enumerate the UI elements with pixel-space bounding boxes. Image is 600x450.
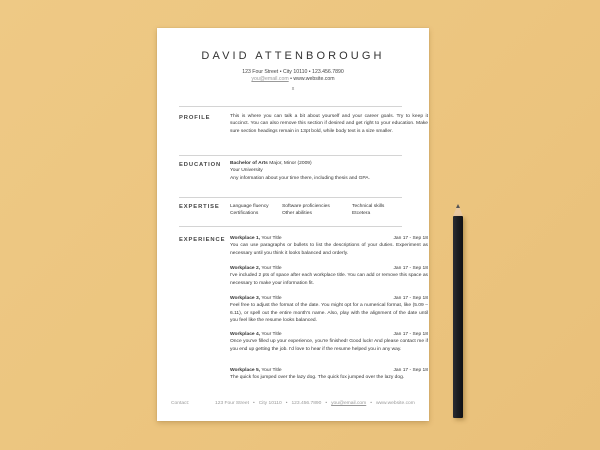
footer-contact-items [215, 401, 415, 406]
job-title: Your Title [260, 368, 282, 373]
job-entry [230, 331, 428, 353]
job-dates: Jan 17 - Sep 18 [393, 332, 428, 337]
profile-text: This is where you can talk a bit about yourself and your career goals. Try to keep it succinct. You can also remove this section if desired and get right to your education. Make sure section headings remain in 13pt bold, while body text is a size smaller. [230, 114, 428, 134]
section-title-expertise: EXPERTISE [179, 204, 220, 210]
job-entry [230, 235, 428, 257]
job-description: You can use paragraphs or bullets to list the descriptions of your duties. Experiment as necessary until you think it looks balanced and orderly. [230, 243, 428, 256]
pencil [453, 216, 463, 418]
job-title: Your Title [260, 332, 282, 337]
education-university: Your University [230, 168, 263, 174]
contact-address-line: 123 Four Street • City 10110 • 123.456.7890 [242, 69, 344, 75]
job-header [230, 235, 428, 242]
resume-footer [171, 401, 415, 406]
expertise-column [230, 203, 269, 217]
job-workplace: Workplace 2, [230, 266, 261, 271]
job-title: Your Title [260, 266, 282, 271]
divider [179, 106, 402, 107]
divider [179, 155, 402, 156]
footer-city: City 10110 [258, 401, 282, 406]
job-dates: Jan 17 - Sep 18 [393, 296, 428, 301]
job-title: Your Title [260, 296, 282, 301]
job-description: The quick fox jumped over the lazy dog. The quick fox jumped over the lazy dog. [230, 375, 405, 381]
education-info: Any information about your time there, including thesis and GPA. [230, 175, 370, 181]
job-workplace: Workplace 3, [230, 296, 261, 301]
job-header [230, 331, 428, 338]
pencil-lead [456, 204, 460, 208]
expertise-item: Etcetera [352, 211, 371, 216]
job-dates: Jan 17 - Sep 18 [393, 368, 428, 373]
education-degree: Bachelor of Arts [230, 161, 268, 166]
job-workplace: Workplace 1, [230, 236, 261, 241]
footer-bullet: • [252, 401, 255, 406]
education-block [230, 160, 428, 182]
footer-street: 123 Four Street [215, 401, 249, 406]
footer-bullet: • [285, 401, 288, 406]
education-major: Major, Minor (2009) [267, 161, 312, 166]
expertise-item: Software proficiencies [282, 204, 330, 209]
section-title-experience: EXPERIENCE [179, 237, 226, 243]
resume-page [157, 28, 429, 421]
footer-email-link[interactable]: you@email.com [331, 401, 367, 406]
expertise-item: Technical skills [352, 204, 385, 209]
contact-email-link[interactable]: you@email.com [251, 76, 289, 82]
job-title: Your Title [260, 236, 282, 241]
job-workplace: Workplace 5, [230, 368, 261, 373]
contact-website: • www.website.com [288, 76, 335, 82]
job-entry [230, 295, 428, 325]
expertise-column [282, 203, 330, 217]
expertise-item: Other abilities [282, 211, 312, 216]
job-header [230, 265, 428, 272]
section-title-profile: PROFILE [179, 115, 211, 121]
job-description: I've included 2 pts of space after each workplace title. You can add or remove this space as necessary to make your information fit. [230, 273, 428, 286]
section-title-education: EDUCATION [179, 162, 222, 168]
job-dates: Jan 17 - Sep 18 [393, 236, 428, 241]
job-entry [230, 265, 428, 287]
expertise-item: Certifications [230, 211, 259, 216]
divider [179, 197, 402, 198]
divider [179, 226, 402, 227]
job-header [230, 295, 428, 302]
expertise-item: Language fluency [230, 204, 269, 209]
footer-bullet: • [325, 401, 328, 406]
job-dates: Jan 17 - Sep 18 [393, 266, 428, 271]
header-separator: x [291, 86, 295, 92]
job-entry [230, 367, 428, 382]
contact-email-line [157, 76, 429, 82]
job-description: Feel free to adjust the format of the date. You might opt for a numerical format, like (5.09 – 6.11), or spell out the entire month's name. Also, play with the alignment of the date until you feel like the resume looks balanced. [230, 303, 428, 324]
expertise-column [352, 203, 384, 217]
footer-phone: 123.456.7890 [291, 401, 322, 406]
education-degree-line [230, 160, 428, 167]
footer-label: Contact: [171, 401, 190, 406]
footer-website: www.website.com [375, 401, 415, 406]
job-workplace: Workplace 4, [230, 332, 261, 337]
job-header [230, 367, 428, 374]
job-description: Once you've filled up your experience, you're finished! Good luck! And please contact me if you end up getting the job. I'd love to hear if the resume helped you in any way. [230, 339, 428, 352]
resume-name: DAVID ATTENBOROUGH [201, 50, 385, 62]
footer-bullet: • [370, 401, 372, 406]
